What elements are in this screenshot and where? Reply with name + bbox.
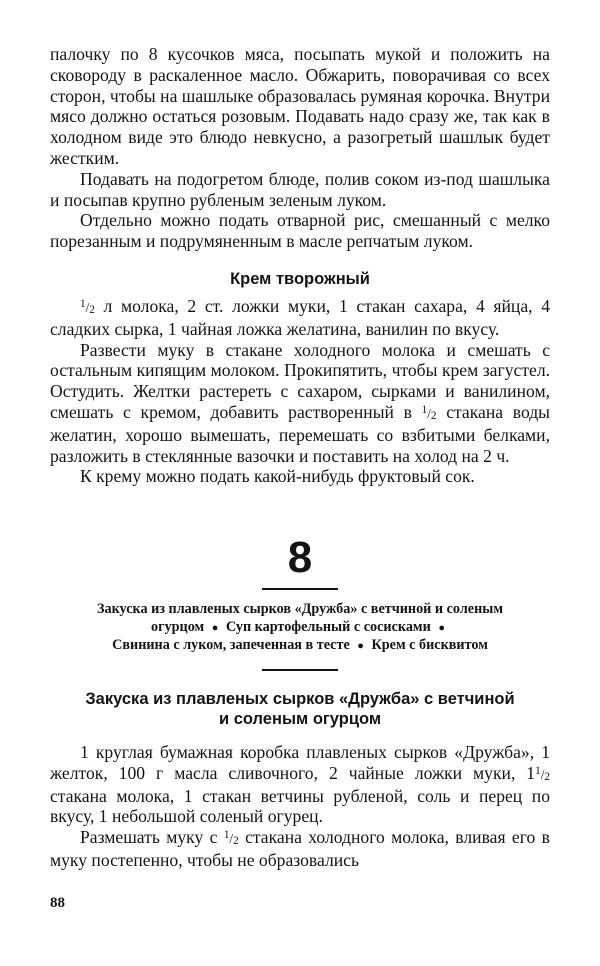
chapter-number: 8: [287, 533, 313, 582]
bullet-icon: ●: [357, 640, 364, 653]
fraction-half: $^1/_2$: [535, 764, 550, 783]
note-cream: К крему можно подать какой-нибудь фруктовый сок.: [80, 466, 475, 487]
bullet-icon: ●: [438, 621, 445, 634]
ingredients-cream: $^1/_2$ л молока, 2 ст. ложки муки, 1 стакан сахара, 4 яйца, 4 сладких сырка, 1 чайная ложка желатина, ванилин по вкусу.: [50, 296, 550, 339]
fraction-half: $^1/_2$: [421, 403, 437, 423]
recipe-cream-body: [50, 296, 550, 487]
paragraph-shashlik-end: палочку по 8 кусочков мяса, посыпать мукой и положить на сковороду в раскаленное масло. Обжарить, поворачивая со всех сторон, чтобы на шашлыке образовалась румяная корочка. Внутри мясо должно остаться розовым. Подавать надо сразу же, так как в холодном виде это блюдо невкусно, а разогретый шашлык будет жестким.: [50, 44, 550, 168]
ingredients-appetizer: 1 круглая бумажная коробка плавленых сырков «Дружба», 1 желток, 100 г масла сливочного, 2 чайные ложки муки, $1^1/_2$ стакана молока, 1 стакан ветчины рубленой, соль и перец по вкусу, 1 небольшой соленый огурец.: [50, 742, 550, 827]
toc-item: Свинина с луком, запеченная в тесте: [112, 637, 350, 654]
paragraph-serving: Подавать на подогретом блюде, полив соком из-под шашлыка и посыпав крупно рубленым зеленым луком.: [50, 168, 550, 210]
bullet-icon: ●: [211, 621, 219, 634]
divider-top: [262, 588, 338, 590]
recipe-title-appetizer: Закуска из плавленых сырков «Дружба» с ветчиной и соленым огурцом: [85, 690, 515, 728]
chapter-contents: [70, 601, 530, 656]
page-number: 88: [50, 895, 65, 911]
recipe-appetizer-body: [50, 742, 550, 871]
toc-item: Крем с бисквитом: [371, 637, 488, 654]
recipe-title-cream: Крем творожный: [230, 270, 370, 288]
divider-bottom: [262, 669, 338, 671]
method-appetizer: Размешать муку с $^1/_2$ стакана холодного молока, вливая его в муку постепенно, чтобы не образовались: [50, 827, 550, 870]
fraction-half: $^1/_2$: [80, 297, 95, 317]
paragraph-side-dish: Отдельно можно подать отварной рис, смешанный с мелко порезанным и подрумяненным в масле репчатым луком.: [50, 210, 550, 252]
top-text-block: [50, 44, 550, 252]
method-cream: Развести муку в стакане холодного молока и смешать с остальным кипящим молоком. Прокипятить, чтобы крем загустел. Остудить. Желтки растереть с сахаром, сырками и ванилином, смешать с кремом, добавить растворенный в $^1/_2$ стакана воды желатин, хорошо вымешать, перемешать со взбитыми белками, разложить в стеклянные вазочки и поставить на холод на 2 ч.: [50, 339, 551, 466]
toc-item: Закуска из плавленых сырков «Дружба» с ветчиной и соленым огурцом: [96, 601, 503, 635]
toc-item: Суп картофельный с сосисками: [225, 618, 431, 635]
fraction-half: $^1/_2$: [223, 829, 239, 848]
